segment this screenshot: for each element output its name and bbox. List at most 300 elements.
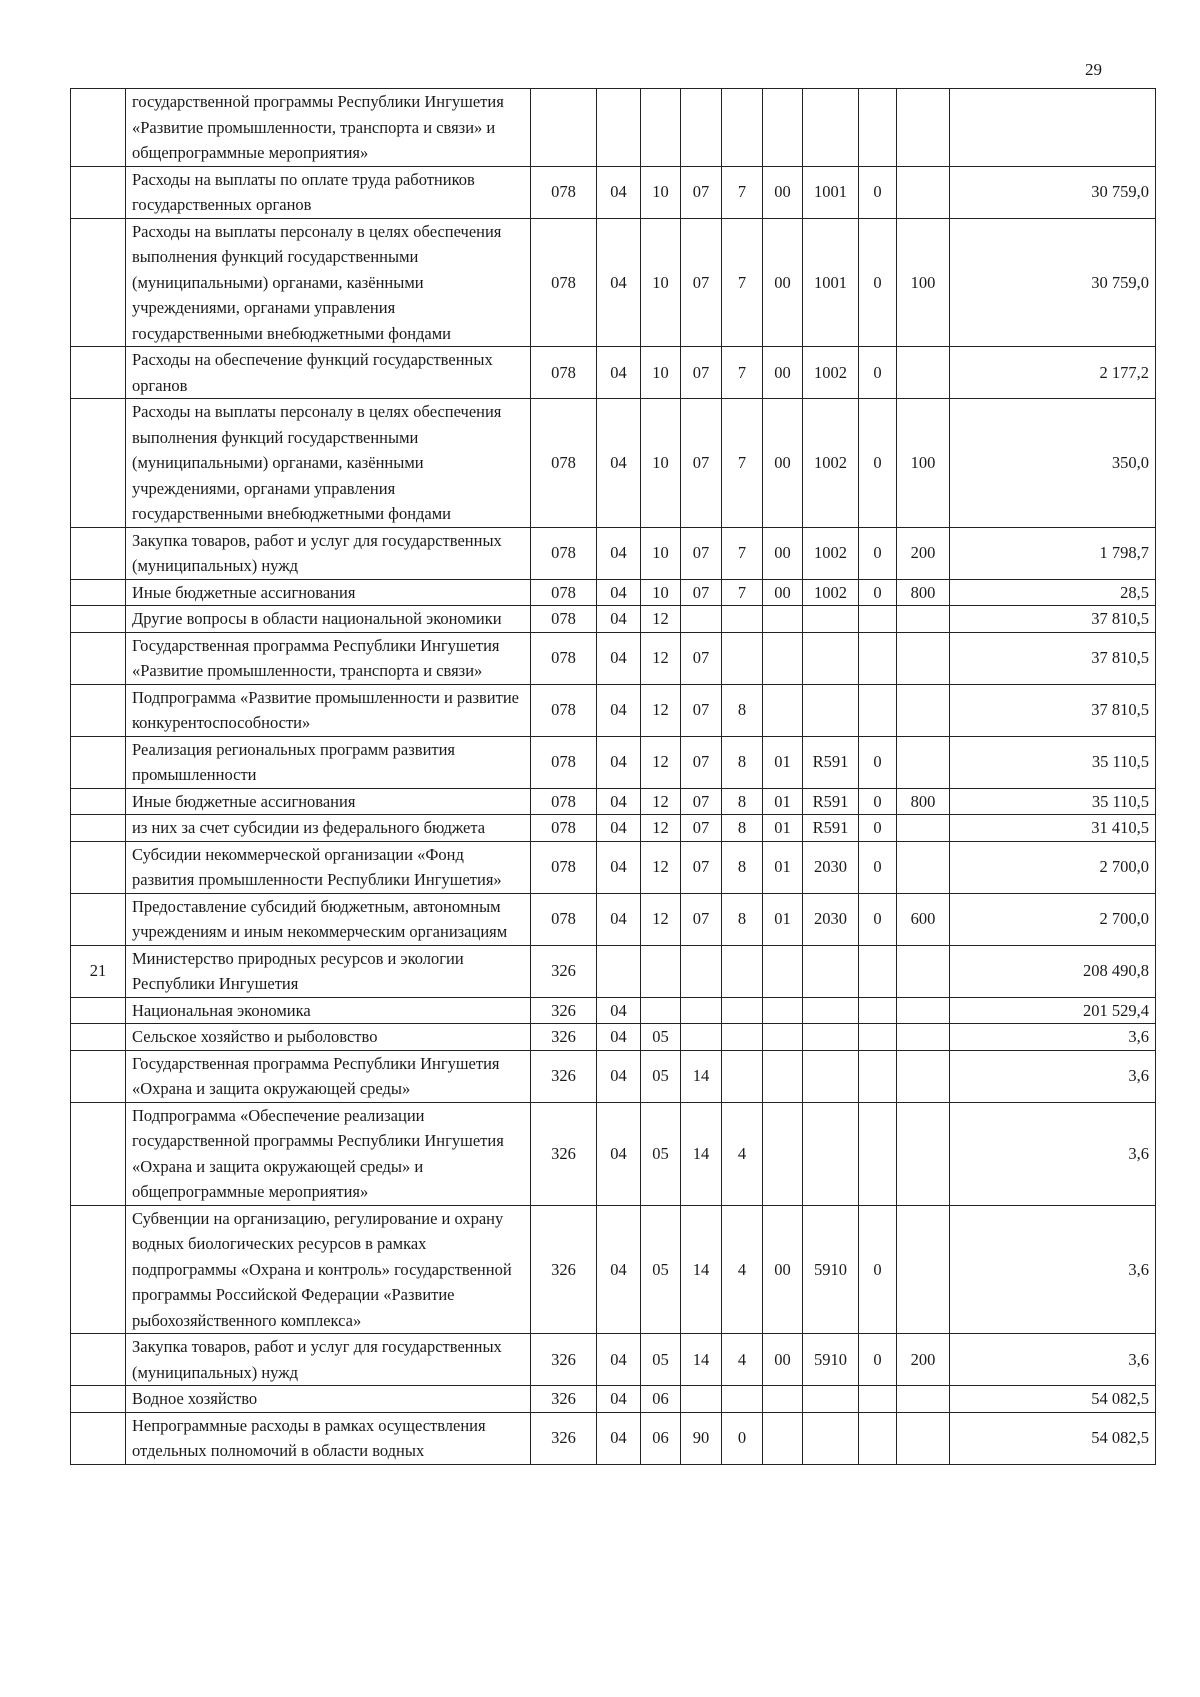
ministry-code-cell: 078 [531, 788, 597, 815]
expense-name-cell: Расходы на обеспечение функций государственных органов [126, 347, 531, 399]
main-event-code-cell [763, 1102, 803, 1205]
subprogram-code-cell: 7 [722, 218, 763, 347]
program-code-cell: 14 [681, 1205, 722, 1334]
expense-name-cell: государственной программы Республики Ингушетия «Развитие промышленности, транспорта и связи» и общепрограммные мероприятия» [126, 89, 531, 167]
section-code-cell: 04 [597, 788, 641, 815]
subsection-code-cell: 06 [641, 1386, 681, 1413]
ministry-code-cell: 078 [531, 527, 597, 579]
expense-type-code-cell [897, 606, 950, 633]
amount-cell: 350,0 [950, 399, 1156, 528]
section-code-cell: 04 [597, 1024, 641, 1051]
direction-extra-code-cell: 0 [859, 893, 897, 945]
subprogram-code-cell: 7 [722, 579, 763, 606]
expense-type-code-cell: 800 [897, 788, 950, 815]
table-row [71, 632, 1156, 684]
amount-cell: 37 810,5 [950, 632, 1156, 684]
budget-table [70, 88, 1156, 1465]
ministry-code-cell: 078 [531, 347, 597, 399]
table-row [71, 997, 1156, 1024]
subsection-code-cell: 10 [641, 166, 681, 218]
expense-direction-code-cell: 2030 [803, 841, 859, 893]
program-code-cell [681, 997, 722, 1024]
program-code-cell: 07 [681, 218, 722, 347]
row-index-cell [71, 1334, 126, 1386]
table-row [71, 841, 1156, 893]
main-event-code-cell [763, 1412, 803, 1464]
subprogram-code-cell: 4 [722, 1334, 763, 1386]
row-index-cell [71, 347, 126, 399]
direction-extra-code-cell [859, 1050, 897, 1102]
table-row [71, 1050, 1156, 1102]
expense-name-cell: Закупка товаров, работ и услуг для государственных (муниципальных) нужд [126, 527, 531, 579]
expense-direction-code-cell [803, 684, 859, 736]
expense-name-cell: Национальная экономика [126, 997, 531, 1024]
row-index-cell [71, 632, 126, 684]
amount-cell: 35 110,5 [950, 788, 1156, 815]
amount-cell: 54 082,5 [950, 1386, 1156, 1413]
budget-table-body [71, 89, 1156, 1465]
expense-direction-code-cell [803, 89, 859, 167]
program-code-cell [681, 89, 722, 167]
table-row [71, 399, 1156, 528]
subsection-code-cell: 10 [641, 399, 681, 528]
main-event-code-cell: 00 [763, 347, 803, 399]
direction-extra-code-cell: 0 [859, 788, 897, 815]
section-code-cell: 04 [597, 399, 641, 528]
expense-name-cell: Водное хозяйство [126, 1386, 531, 1413]
row-index-cell [71, 788, 126, 815]
row-index-cell [71, 684, 126, 736]
program-code-cell: 14 [681, 1334, 722, 1386]
subsection-code-cell: 05 [641, 1024, 681, 1051]
subsection-code-cell: 12 [641, 684, 681, 736]
subprogram-code-cell [722, 997, 763, 1024]
expense-type-code-cell [897, 945, 950, 997]
program-code-cell [681, 945, 722, 997]
row-index-cell [71, 1050, 126, 1102]
amount-cell: 28,5 [950, 579, 1156, 606]
direction-extra-code-cell: 0 [859, 218, 897, 347]
subsection-code-cell: 10 [641, 527, 681, 579]
row-index-cell [71, 399, 126, 528]
main-event-code-cell [763, 606, 803, 633]
program-code-cell: 07 [681, 893, 722, 945]
section-code-cell: 04 [597, 1050, 641, 1102]
subprogram-code-cell: 8 [722, 893, 763, 945]
amount-cell: 1 798,7 [950, 527, 1156, 579]
row-index-cell [71, 166, 126, 218]
row-index-cell [71, 1386, 126, 1413]
section-code-cell: 04 [597, 1102, 641, 1205]
direction-extra-code-cell: 0 [859, 399, 897, 528]
table-row [71, 1205, 1156, 1334]
ministry-code-cell: 078 [531, 684, 597, 736]
expense-name-cell: Расходы на выплаты персоналу в целях обеспечения выполнения функций государственными (муниципальными) органами, казёнными учреждениями, органами управления государственными внебюджетными фондами [126, 218, 531, 347]
amount-cell: 31 410,5 [950, 815, 1156, 842]
amount-cell: 37 810,5 [950, 606, 1156, 633]
direction-extra-code-cell [859, 997, 897, 1024]
main-event-code-cell: 01 [763, 736, 803, 788]
subprogram-code-cell [722, 1024, 763, 1051]
main-event-code-cell: 00 [763, 1205, 803, 1334]
direction-extra-code-cell [859, 1024, 897, 1051]
section-code-cell: 04 [597, 166, 641, 218]
program-code-cell: 07 [681, 527, 722, 579]
section-code-cell: 04 [597, 606, 641, 633]
ministry-code-cell: 078 [531, 218, 597, 347]
amount-cell: 208 490,8 [950, 945, 1156, 997]
section-code-cell: 04 [597, 632, 641, 684]
row-index-cell [71, 815, 126, 842]
subprogram-code-cell: 4 [722, 1205, 763, 1334]
expense-name-cell: Другие вопросы в области национальной экономики [126, 606, 531, 633]
section-code-cell: 04 [597, 841, 641, 893]
row-index-cell [71, 1102, 126, 1205]
subprogram-code-cell: 4 [722, 1102, 763, 1205]
table-row [71, 1412, 1156, 1464]
table-row [71, 815, 1156, 842]
ministry-code-cell [531, 89, 597, 167]
subsection-code-cell: 12 [641, 736, 681, 788]
amount-cell: 35 110,5 [950, 736, 1156, 788]
expense-name-cell: Предоставление субсидий бюджетным, автономным учреждениям и иным некоммерческим организациям [126, 893, 531, 945]
subprogram-code-cell: 7 [722, 527, 763, 579]
subprogram-code-cell: 8 [722, 684, 763, 736]
expense-type-code-cell [897, 1205, 950, 1334]
expense-direction-code-cell: R591 [803, 815, 859, 842]
expense-direction-code-cell: 1002 [803, 399, 859, 528]
subsection-code-cell: 10 [641, 218, 681, 347]
program-code-cell: 07 [681, 347, 722, 399]
table-row [71, 606, 1156, 633]
expense-direction-code-cell: 1001 [803, 218, 859, 347]
section-code-cell: 04 [597, 736, 641, 788]
ministry-code-cell: 326 [531, 1386, 597, 1413]
expense-type-code-cell [897, 166, 950, 218]
expense-name-cell: Субвенции на организацию, регулирование и охрану водных биологических ресурсов в рамках подпрограммы «Охрана и контроль» государственной программы Российской Федерации «Развитие рыбохозяйственного комплекса» [126, 1205, 531, 1334]
row-index-cell [71, 997, 126, 1024]
program-code-cell [681, 1024, 722, 1051]
subprogram-code-cell [722, 89, 763, 167]
main-event-code-cell [763, 89, 803, 167]
expense-direction-code-cell: 1002 [803, 527, 859, 579]
subprogram-code-cell: 8 [722, 841, 763, 893]
ministry-code-cell: 326 [531, 1205, 597, 1334]
main-event-code-cell [763, 1386, 803, 1413]
expense-type-code-cell [897, 632, 950, 684]
section-code-cell: 04 [597, 1412, 641, 1464]
direction-extra-code-cell [859, 945, 897, 997]
expense-type-code-cell [897, 89, 950, 167]
expense-name-cell: Сельское хозяйство и рыболовство [126, 1024, 531, 1051]
program-code-cell: 07 [681, 815, 722, 842]
row-index-cell [71, 841, 126, 893]
ministry-code-cell: 326 [531, 1050, 597, 1102]
direction-extra-code-cell [859, 1386, 897, 1413]
table-row [71, 1334, 1156, 1386]
program-code-cell: 07 [681, 632, 722, 684]
expense-type-code-cell: 200 [897, 1334, 950, 1386]
row-index-cell [71, 1412, 126, 1464]
program-code-cell: 07 [681, 841, 722, 893]
expense-type-code-cell [897, 997, 950, 1024]
main-event-code-cell: 01 [763, 841, 803, 893]
ministry-code-cell: 078 [531, 841, 597, 893]
expense-type-code-cell [897, 841, 950, 893]
expense-direction-code-cell [803, 632, 859, 684]
row-index-cell [71, 579, 126, 606]
program-code-cell [681, 606, 722, 633]
row-index-cell [71, 1205, 126, 1334]
expense-type-code-cell [897, 1412, 950, 1464]
ministry-code-cell: 078 [531, 399, 597, 528]
amount-cell: 37 810,5 [950, 684, 1156, 736]
direction-extra-code-cell: 0 [859, 1334, 897, 1386]
section-code-cell: 04 [597, 218, 641, 347]
expense-type-code-cell [897, 1050, 950, 1102]
direction-extra-code-cell: 0 [859, 347, 897, 399]
ministry-code-cell: 326 [531, 1102, 597, 1205]
direction-extra-code-cell [859, 1412, 897, 1464]
expense-direction-code-cell: 1002 [803, 347, 859, 399]
expense-name-cell: Закупка товаров, работ и услуг для государственных (муниципальных) нужд [126, 1334, 531, 1386]
amount-cell: 2 700,0 [950, 893, 1156, 945]
table-row [71, 1024, 1156, 1051]
expense-type-code-cell [897, 815, 950, 842]
expense-direction-code-cell [803, 1102, 859, 1205]
main-event-code-cell: 00 [763, 1334, 803, 1386]
subprogram-code-cell [722, 1386, 763, 1413]
ministry-code-cell: 326 [531, 1334, 597, 1386]
direction-extra-code-cell [859, 684, 897, 736]
subsection-code-cell: 05 [641, 1334, 681, 1386]
ministry-code-cell: 078 [531, 736, 597, 788]
subprogram-code-cell: 7 [722, 347, 763, 399]
amount-cell: 30 759,0 [950, 166, 1156, 218]
amount-cell: 3,6 [950, 1050, 1156, 1102]
direction-extra-code-cell: 0 [859, 527, 897, 579]
row-index-cell [71, 1024, 126, 1051]
subprogram-code-cell [722, 632, 763, 684]
section-code-cell: 04 [597, 997, 641, 1024]
subprogram-code-cell [722, 1050, 763, 1102]
page-number: 29 [1085, 60, 1102, 79]
main-event-code-cell: 01 [763, 788, 803, 815]
row-index-cell [71, 606, 126, 633]
subprogram-code-cell: 8 [722, 736, 763, 788]
program-code-cell: 07 [681, 166, 722, 218]
table-row [71, 788, 1156, 815]
expense-name-cell: Государственная программа Республики Ингушетия «Охрана и защита окружающей среды» [126, 1050, 531, 1102]
expense-name-cell: Подпрограмма «Обеспечение реализации государственной программы Республики Ингушетия «Охрана и защита окружающей среды» и общепрограммные мероприятия» [126, 1102, 531, 1205]
subprogram-code-cell: 7 [722, 166, 763, 218]
subprogram-code-cell: 7 [722, 399, 763, 528]
table-row [71, 1102, 1156, 1205]
ministry-code-cell: 078 [531, 893, 597, 945]
subsection-code-cell: 05 [641, 1050, 681, 1102]
expense-name-cell: Государственная программа Республики Ингушетия «Развитие промышленности, транспорта и связи» [126, 632, 531, 684]
amount-cell: 54 082,5 [950, 1412, 1156, 1464]
expense-name-cell: Непрограммные расходы в рамках осуществления отдельных полномочий в области водных [126, 1412, 531, 1464]
expense-direction-code-cell: R591 [803, 736, 859, 788]
program-code-cell: 07 [681, 736, 722, 788]
main-event-code-cell: 01 [763, 893, 803, 945]
expense-direction-code-cell: R591 [803, 788, 859, 815]
expense-direction-code-cell [803, 1050, 859, 1102]
main-event-code-cell: 00 [763, 166, 803, 218]
expense-type-code-cell: 800 [897, 579, 950, 606]
section-code-cell: 04 [597, 684, 641, 736]
table-row [71, 945, 1156, 997]
subprogram-code-cell [722, 606, 763, 633]
row-index-cell: 21 [71, 945, 126, 997]
amount-cell: 3,6 [950, 1205, 1156, 1334]
amount-cell: 2 177,2 [950, 347, 1156, 399]
direction-extra-code-cell [859, 89, 897, 167]
program-code-cell: 90 [681, 1412, 722, 1464]
direction-extra-code-cell: 0 [859, 1205, 897, 1334]
table-row [71, 89, 1156, 167]
ministry-code-cell: 326 [531, 1024, 597, 1051]
row-index-cell [71, 736, 126, 788]
expense-type-code-cell: 100 [897, 399, 950, 528]
program-code-cell: 14 [681, 1102, 722, 1205]
expense-name-cell: Субсидии некоммерческой организации «Фонд развития промышленности Республики Ингушетия» [126, 841, 531, 893]
direction-extra-code-cell [859, 606, 897, 633]
ministry-code-cell: 078 [531, 815, 597, 842]
expense-type-code-cell [897, 736, 950, 788]
section-code-cell: 04 [597, 893, 641, 945]
direction-extra-code-cell: 0 [859, 736, 897, 788]
expense-name-cell: Иные бюджетные ассигнования [126, 579, 531, 606]
expense-type-code-cell: 600 [897, 893, 950, 945]
subsection-code-cell [641, 89, 681, 167]
subsection-code-cell: 10 [641, 347, 681, 399]
expense-type-code-cell [897, 1102, 950, 1205]
table-row [71, 893, 1156, 945]
direction-extra-code-cell: 0 [859, 841, 897, 893]
expense-direction-code-cell: 5910 [803, 1334, 859, 1386]
section-code-cell: 04 [597, 1334, 641, 1386]
subsection-code-cell [641, 997, 681, 1024]
expense-type-code-cell [897, 347, 950, 399]
expense-name-cell: Расходы на выплаты по оплате труда работников государственных органов [126, 166, 531, 218]
ministry-code-cell: 326 [531, 997, 597, 1024]
expense-direction-code-cell [803, 1412, 859, 1464]
table-row [71, 1386, 1156, 1413]
table-row [71, 166, 1156, 218]
main-event-code-cell [763, 945, 803, 997]
table-row [71, 347, 1156, 399]
subsection-code-cell: 12 [641, 632, 681, 684]
direction-extra-code-cell [859, 1102, 897, 1205]
section-code-cell: 04 [597, 579, 641, 606]
subprogram-code-cell: 0 [722, 1412, 763, 1464]
expense-type-code-cell [897, 1024, 950, 1051]
expense-direction-code-cell: 2030 [803, 893, 859, 945]
ministry-code-cell: 326 [531, 945, 597, 997]
subsection-code-cell: 12 [641, 841, 681, 893]
expense-direction-code-cell [803, 1024, 859, 1051]
direction-extra-code-cell: 0 [859, 815, 897, 842]
program-code-cell: 14 [681, 1050, 722, 1102]
section-code-cell [597, 89, 641, 167]
expense-direction-code-cell: 1001 [803, 166, 859, 218]
section-code-cell [597, 945, 641, 997]
direction-extra-code-cell: 0 [859, 166, 897, 218]
section-code-cell: 04 [597, 347, 641, 399]
subsection-code-cell: 06 [641, 1412, 681, 1464]
expense-name-cell: Министерство природных ресурсов и экологии Республики Ингушетия [126, 945, 531, 997]
subprogram-code-cell [722, 945, 763, 997]
direction-extra-code-cell: 0 [859, 579, 897, 606]
subsection-code-cell: 10 [641, 579, 681, 606]
subprogram-code-cell: 8 [722, 788, 763, 815]
subsection-code-cell: 05 [641, 1205, 681, 1334]
amount-cell: 3,6 [950, 1334, 1156, 1386]
subsection-code-cell: 12 [641, 815, 681, 842]
amount-cell: 3,6 [950, 1024, 1156, 1051]
expense-name-cell: Реализация региональных программ развития промышленности [126, 736, 531, 788]
section-code-cell: 04 [597, 815, 641, 842]
ministry-code-cell: 078 [531, 166, 597, 218]
expense-direction-code-cell [803, 606, 859, 633]
expense-name-cell: Иные бюджетные ассигнования [126, 788, 531, 815]
subprogram-code-cell: 8 [722, 815, 763, 842]
program-code-cell [681, 1386, 722, 1413]
row-index-cell [71, 893, 126, 945]
amount-cell: 2 700,0 [950, 841, 1156, 893]
main-event-code-cell: 00 [763, 218, 803, 347]
expense-type-code-cell: 100 [897, 218, 950, 347]
subsection-code-cell: 05 [641, 1102, 681, 1205]
expense-name-cell: Подпрограмма «Развитие промышленности и развитие конкурентоспособности» [126, 684, 531, 736]
table-row [71, 684, 1156, 736]
section-code-cell: 04 [597, 1386, 641, 1413]
main-event-code-cell: 00 [763, 399, 803, 528]
direction-extra-code-cell [859, 632, 897, 684]
section-code-cell: 04 [597, 1205, 641, 1334]
table-row [71, 218, 1156, 347]
expense-direction-code-cell [803, 945, 859, 997]
row-index-cell [71, 89, 126, 167]
row-index-cell [71, 527, 126, 579]
program-code-cell: 07 [681, 579, 722, 606]
ministry-code-cell: 326 [531, 1412, 597, 1464]
expense-direction-code-cell: 1002 [803, 579, 859, 606]
expense-type-code-cell [897, 684, 950, 736]
ministry-code-cell: 078 [531, 606, 597, 633]
main-event-code-cell [763, 684, 803, 736]
amount-cell [950, 89, 1156, 167]
ministry-code-cell: 078 [531, 579, 597, 606]
program-code-cell: 07 [681, 684, 722, 736]
expense-name-cell: из них за счет субсидии из федерального бюджета [126, 815, 531, 842]
main-event-code-cell [763, 997, 803, 1024]
main-event-code-cell [763, 632, 803, 684]
expense-name-cell: Расходы на выплаты персоналу в целях обеспечения выполнения функций государственными (муниципальными) органами, казёнными учреждениями, органами управления государственными внебюджетными фондами [126, 399, 531, 528]
expense-direction-code-cell [803, 997, 859, 1024]
subsection-code-cell: 12 [641, 893, 681, 945]
ministry-code-cell: 078 [531, 632, 597, 684]
subsection-code-cell: 12 [641, 606, 681, 633]
expense-type-code-cell: 200 [897, 527, 950, 579]
table-row [71, 527, 1156, 579]
expense-type-code-cell [897, 1386, 950, 1413]
expense-direction-code-cell: 5910 [803, 1205, 859, 1334]
main-event-code-cell: 01 [763, 815, 803, 842]
amount-cell: 201 529,4 [950, 997, 1156, 1024]
